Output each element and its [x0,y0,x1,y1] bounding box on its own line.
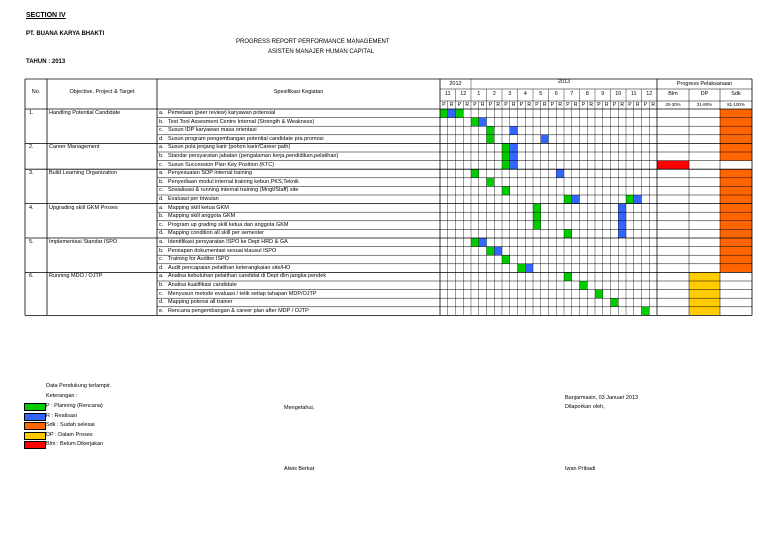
signature-left: Alwis Berkat [284,466,315,472]
report-title: PROGRESS REPORT PERFORMANCE MANAGEMENT [236,39,390,45]
activity-letter: a. [159,273,164,280]
status-sdk [720,195,752,204]
group-objective: Running MDO / OJTP [49,273,103,280]
year-2013: 2013 [557,79,571,85]
col-objective-header: Objective, Project & Target [69,89,135,95]
progress-col-label: Sdk [731,91,741,97]
activity-text: Susun pola jenjang karir (pohon karir/Career path) [168,144,291,151]
realisasi-mark [572,195,580,204]
status-sdk [720,255,752,264]
legend-label: Blm : Belum Dikerjakan [46,441,104,447]
activity-letter: a. [159,204,164,211]
progress-range-label: 20-30% [665,102,681,107]
activity-text: Mapping potensi all trainer [168,299,233,306]
activity-text: Program up grading skill ketua dan anggota GKM [168,221,289,228]
pr-label: R [558,102,562,108]
activity-text: Mapping skill anggota GKM [168,213,236,220]
month-label: 4 [523,91,527,97]
col-no-header: No. [31,89,41,95]
realisasi-mark [541,135,549,144]
plan-mark [440,109,448,118]
status-sdk [720,169,752,178]
plan-mark [456,109,464,118]
report-year: TAHUN : 2013 [26,59,66,65]
plan-mark [487,247,495,256]
status-sdk [720,126,752,135]
activity-text: Standar persyaratan jabatan (pengalaman kerja,pendidikan,pelatihan) [168,153,339,159]
legend-swatch-p [24,403,46,411]
pr-label: P [519,102,524,108]
activity-letter: a. [159,170,164,177]
month-label: 12 [646,91,653,97]
pr-label: P [488,102,493,108]
pr-label: R [496,102,500,108]
activity-letter: c. [159,256,164,263]
activity-letter: b. [159,178,164,185]
progress-range-label: 81-100% [727,102,745,107]
pr-label: R [542,102,547,108]
status-dp [689,307,720,316]
signature-right: Iwan Pribadi [565,466,596,472]
status-sdk [720,212,752,221]
pr-label: P [581,102,586,108]
activity-text: Penyesuaian SOP internal training [168,170,252,177]
status-sdk [720,118,752,127]
pr-label: P [643,102,648,108]
status-dp [689,272,720,281]
status-sdk [720,204,752,213]
month-label: 11 [444,91,451,97]
activity-text: Evaluasi per triwulan [168,196,219,202]
plan-mark [502,152,510,161]
legend-swatch-r [24,413,46,421]
month-label: 3 [508,91,512,97]
activity-text: Menyusun metode evaluasi / tetik setiap tahapan MDP/OJTP [168,290,317,297]
mengetahui-label: Mengetahui, [284,405,315,411]
status-dp [689,290,720,299]
activity-letter: b. [159,247,164,254]
group-objective: Career Management [49,144,100,151]
pr-label: R [573,102,578,108]
activity-letter: d. [159,135,164,142]
pr-label: R [635,102,640,108]
pr-label: R [620,102,624,108]
pr-label: R [465,102,469,108]
pr-label: P [597,102,601,108]
legend-label: R : Realisasi [46,412,77,419]
progress-header: Progress Pelaksanaan [676,81,733,87]
pr-label: R [527,102,531,108]
realisasi-mark [479,118,487,127]
group-number: 5. [29,239,34,245]
plan-mark [502,143,510,152]
activity-letter: d. [159,196,164,202]
activity-letter: c. [159,161,164,168]
pr-label: P [550,102,555,108]
activity-letter: c. [159,290,164,297]
plan-mark [487,126,495,135]
plan-mark [502,255,510,264]
activity-letter: c. [159,221,164,228]
activity-text: Test Tool Assesment Centre Internal (Strength & Weakness) [168,118,315,125]
group-number: 1. [29,110,34,116]
realisasi-mark [618,221,626,230]
month-label: 9 [601,91,605,97]
group-objective: Upgrading skill GKM Proses [49,204,118,211]
progress-col-label: DP [700,91,709,97]
plan-mark [642,307,650,316]
plan-mark [580,281,588,290]
month-label: 12 [460,91,467,97]
pr-label: P [473,102,477,108]
data-note: Data Pendukung terlampir. [46,383,112,389]
activity-text: Training for Auditor ISPO [168,256,229,263]
report-subtitle: ASISTEN MANAJER HUMAN CAPITAL [268,49,374,55]
plan-mark [564,195,572,204]
activity-letter: b. [159,213,164,220]
realisasi-mark [510,126,518,135]
plan-mark [533,212,541,221]
activity-letter: e. [159,307,164,314]
status-sdk [720,229,752,238]
realisasi-mark [494,247,502,256]
plan-mark [502,186,510,195]
activity-letter: d. [159,230,164,237]
pr-label: P [612,102,617,108]
month-label: 5 [539,91,543,97]
group-objective: Handling Potential Candidate [49,110,121,116]
plan-mark [595,290,603,299]
group-number: 2. [29,144,34,151]
activity-letter: a. [159,144,164,151]
group-objective: Build Learning Organization [49,170,117,177]
status-sdk [720,186,752,195]
realisasi-mark [618,204,626,213]
legend-title: Keterangan : [46,393,78,399]
group-number: 4. [29,204,34,211]
status-dp [689,298,720,307]
progress-range-label: 31-80% [696,102,713,107]
realisasi-mark [618,212,626,221]
status-dp [689,281,720,290]
plan-mark [533,204,541,213]
legend-swatch-sdk [24,422,46,430]
activity-text: Susun program pengembangan potential candidate pra promosi [168,135,324,142]
plan-mark [502,161,510,170]
month-label: 7 [570,91,574,97]
plan-mark [564,229,572,238]
activity-text: Persiapan dokumentasi sesuai klausul ISPO [168,247,277,254]
activity-text: Mapping skill ketua GKM [168,204,229,211]
plan-mark [626,195,634,204]
activity-text: Penyediaan modul internal training kebun,PKS,Teknik [168,178,299,185]
plan-mark [518,264,526,273]
activity-text: Pemetaan (peer review) karyawan potensial [168,110,276,116]
realisasi-mark [479,238,487,247]
realisasi-mark [634,195,642,204]
status-blm [657,161,689,170]
plan-mark [471,118,479,127]
pr-label: P [535,102,539,108]
activity-letter: c. [159,187,164,194]
pr-label: P [457,102,462,108]
plan-mark [471,238,479,247]
status-sdk [720,238,752,247]
realisasi-mark [510,161,518,170]
status-sdk [720,264,752,273]
month-label: 6 [554,91,558,97]
realisasi-mark [525,264,533,273]
plan-mark [487,178,495,187]
realisasi-mark [556,169,564,178]
pr-label: P [566,102,570,108]
month-label: 1 [477,91,481,97]
month-label: 11 [630,91,637,97]
activity-letter: b. [159,153,164,159]
activity-letter: a. [159,239,164,245]
activity-letter: d. [159,299,164,306]
group-objective: Implementasi Standar ISPO [49,239,118,245]
activity-text: Mapping condition all skill per semester [168,230,264,237]
month-label: 8 [585,91,589,97]
activity-text: Susun Succession Plan Key Position (KTC) [168,161,275,168]
status-sdk [720,152,752,161]
status-sdk [720,247,752,256]
place-date: Banjarmasin, 03 Januari 2013 [565,395,639,401]
month-label: 2 [492,91,496,97]
legend-label: DP : Dalam Proses [46,431,93,438]
plan-mark [564,272,572,281]
company-name: PT. BUANA KARYA BHAKTI [26,31,105,37]
status-sdk [720,143,752,152]
status-sdk [720,221,752,230]
activity-letter: b. [159,282,164,288]
activity-text: Analisa kualifikasi candidate [168,282,237,288]
legend-label: P : Planning (Rencana) [46,403,103,409]
group-number: 6. [29,273,34,280]
realisasi-mark [618,229,626,238]
activity-letter: b. [159,118,164,125]
pr-label: R [449,102,454,108]
group-number: 3. [29,170,34,177]
plan-mark [611,298,619,307]
realisasi-mark [510,152,518,161]
plan-mark [487,135,495,144]
pr-label: R [511,102,516,108]
pr-label: P [442,102,446,108]
activity-letter: a. [159,110,164,116]
status-sdk [720,135,752,144]
month-label: 10 [615,91,622,97]
section-title: SECTION IV [26,12,66,19]
activity-text: Audit pencapaian pelatihan keterangkaian site/HO [168,264,291,271]
activity-text: Sosialisasi & running internal training (Mngt/Staff) site [168,187,299,194]
plan-mark [471,169,479,178]
pr-label: R [480,102,485,108]
activity-letter: d. [159,264,164,271]
legend-swatch-blm [24,441,46,449]
realisasi-mark [510,143,518,152]
activity-text: Susun IDP karyawan masa orientasi [168,127,257,134]
status-sdk [720,178,752,187]
pr-label: R [651,102,655,108]
pr-label: P [628,102,632,108]
realisasi-mark [448,109,456,118]
pr-label: P [504,102,508,108]
legend-label: Sdk : Sudah selesai [46,422,95,428]
plan-mark [533,221,541,230]
legend-swatch-dp [24,432,46,440]
pr-label: R [589,102,593,108]
year-2012: 2012 [449,81,462,87]
activity-letter: c. [159,127,164,134]
activity-text: Rencana pengembangan & career plan after MDP / OJTP [168,307,309,314]
col-spec-header: Spesifikasi Kegiatan [273,89,324,95]
progress-col-label: Blm [668,91,678,97]
activity-text: Identifikasi persyaratan ISPO ke Dept HRD & GA [168,239,288,245]
status-sdk [720,109,752,118]
pr-label: R [604,102,609,108]
activity-text: Analisa kebutuhan pelatihan candidat di Dept dlm jangka pendek [168,273,327,280]
reported-by-label: Dilaporkan oleh, [565,404,605,410]
